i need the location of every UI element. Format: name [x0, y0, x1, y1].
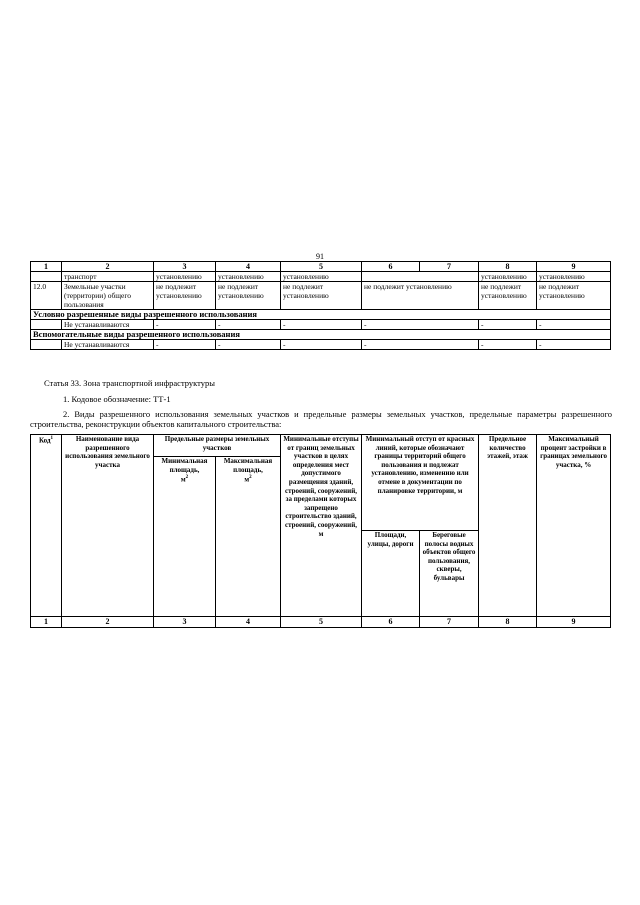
table-row — [31, 340, 611, 350]
table-cell: установлению — [479, 272, 537, 282]
table-cell — [31, 340, 62, 350]
header-min-area: Минимальная площадь, $м^2$ — [154, 457, 216, 617]
header-code: Код$^1$ — [31, 435, 62, 617]
code-designation: 1. Кодовое обозначение: ТТ-1 — [63, 394, 171, 404]
table-cell: - — [362, 320, 479, 330]
header-squares-streets: Площади, улицы, дороги — [362, 531, 420, 617]
table-cell: не подлежит установлению — [154, 282, 216, 310]
section-heading-row — [31, 310, 611, 320]
column-number: 6 — [362, 617, 420, 628]
header-red-lines: Минимальный отступ от красных линий, которые обозначают границы территорий общего пользования и подлежат установлению, изменению или отмене в документации по планировке территории, м — [362, 435, 479, 531]
article-heading: Статья 33. Зона транспортной инфраструктуры — [44, 378, 215, 388]
table-header-row — [31, 262, 611, 272]
header-max-area: Максимальная площадь, $м^2$ — [216, 457, 281, 617]
table-cell: не подлежит установлению — [537, 282, 611, 310]
table-cell — [362, 272, 479, 282]
table-cell: Не устанавливаются — [62, 340, 154, 350]
table-cell: не подлежит установлению — [362, 282, 479, 310]
table-row — [31, 282, 611, 310]
column-number: 8 — [479, 617, 537, 628]
table-cell: - — [216, 340, 281, 350]
header-cell: 3 — [154, 262, 216, 272]
section-heading-row — [31, 330, 611, 340]
header-cell: 5 — [281, 262, 362, 272]
column-number: 5 — [281, 617, 362, 628]
column-number: 3 — [154, 617, 216, 628]
table-cell: установлению — [216, 272, 281, 282]
table-cell: - — [281, 340, 362, 350]
column-number: 1 — [31, 617, 62, 628]
table-cell: - — [154, 340, 216, 350]
section-heading: Условно разрешенные виды разрешенного использования — [31, 310, 611, 320]
table-cell: Не устанавливаются — [62, 320, 154, 330]
table-cell: установлению — [154, 272, 216, 282]
table-cell: Земельные участки (территории) общего пользования — [62, 282, 154, 310]
table-cell: - — [479, 320, 537, 330]
table-cell: не подлежит установлению — [216, 282, 281, 310]
table-cell: - — [537, 340, 611, 350]
column-number-row — [31, 617, 611, 628]
table-cell: - — [362, 340, 479, 350]
header-setback: Минимальные отступы от границ земельных участков в целях определения мест допустимого размещения зданий, строений, сооружений, за пределами которых запрещено строительство зданий, строений, сооружений, м — [281, 435, 362, 617]
table-cell: - — [479, 340, 537, 350]
table-cell: 12.0 — [31, 282, 62, 310]
table-cell: - — [154, 320, 216, 330]
table-cell: - — [281, 320, 362, 330]
table-cell: не подлежит установлению — [281, 282, 362, 310]
zone-parameters-table — [30, 434, 611, 628]
continued-zone-table — [30, 261, 611, 350]
header-cell: 9 — [537, 262, 611, 272]
table-cell — [31, 272, 62, 282]
header-cell: 4 — [216, 262, 281, 272]
table-cell: - — [537, 320, 611, 330]
header-name: Наименование вида разрешенного использования земельного участка — [62, 435, 154, 617]
page-number: 91 — [316, 252, 324, 261]
table-row — [31, 272, 611, 282]
header-cell: 7 — [420, 262, 479, 272]
table-cell: транспорт — [62, 272, 154, 282]
header-percent: Максимальный процент застройки в границах земельного участка, % — [537, 435, 611, 617]
header-cell: 1 — [31, 262, 62, 272]
table-cell: не подлежит установлению — [479, 282, 537, 310]
header-floors: Предельное количество этажей, этаж — [479, 435, 537, 617]
header-cell: 8 — [479, 262, 537, 272]
table-cell: установлению — [537, 272, 611, 282]
header-cell: 2 — [62, 262, 154, 272]
header-sizes: Предельные размеры земельных участков — [154, 435, 281, 457]
section-heading: Вспомогательные виды разрешенного использования — [31, 330, 611, 340]
table-cell — [31, 320, 62, 330]
column-number: 9 — [537, 617, 611, 628]
header-cell: 6 — [362, 262, 420, 272]
column-number: 2 — [62, 617, 154, 628]
table-cell: установлению — [281, 272, 362, 282]
intro-paragraph: 2. Виды разрешенного использования земельных участков и предельные размеры земельных участков, предельные параметры разрешенного строительства, реконструкции объектов капитального строительства: — [30, 409, 612, 429]
header-shore-strips: Береговые полосы водных объектов общего пользования, скверы, бульвары — [420, 531, 479, 617]
column-number: 4 — [216, 617, 281, 628]
table-row — [31, 320, 611, 330]
table-cell: - — [216, 320, 281, 330]
column-number: 7 — [420, 617, 479, 628]
